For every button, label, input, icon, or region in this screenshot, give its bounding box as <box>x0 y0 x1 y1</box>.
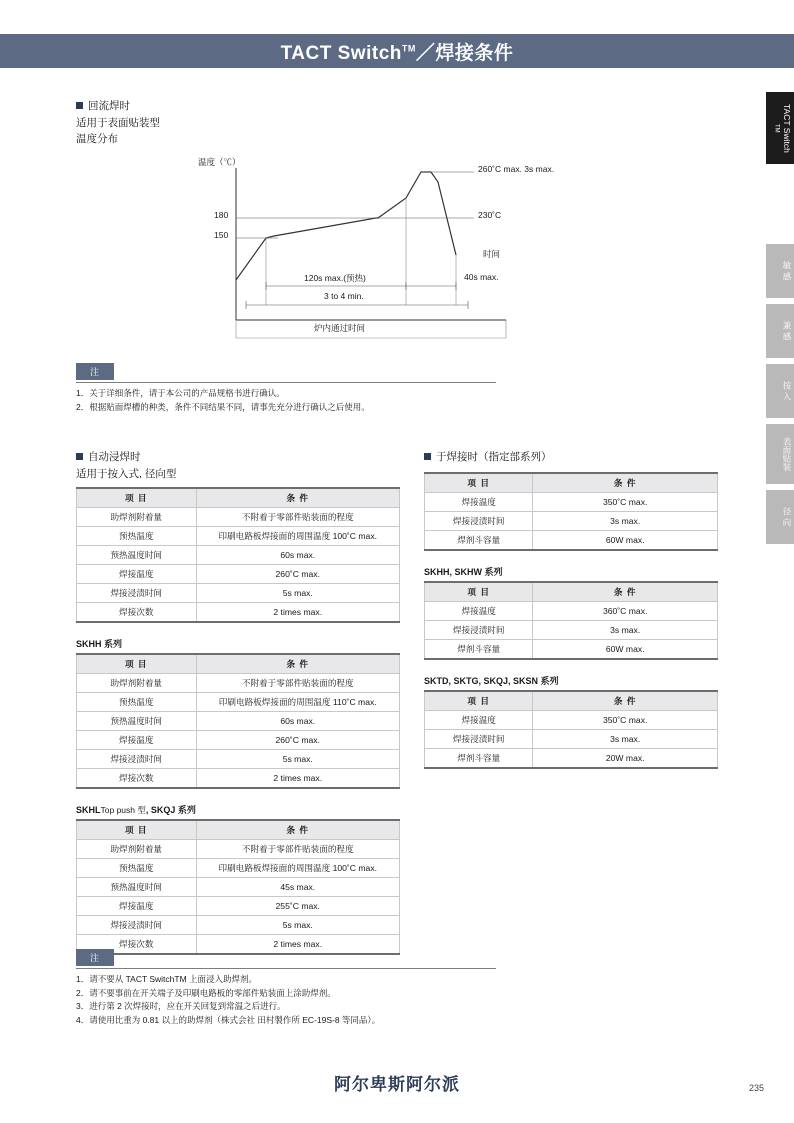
note-item: 2．根据贴面焊槽的种类，条件不同结果不同，请事先充分进行确认之后使用。 <box>76 401 370 412</box>
dip-heading-text: 自动浸焊时 <box>88 451 141 463</box>
table-header-cell: 条 件 <box>196 820 400 840</box>
table-row <box>425 749 718 769</box>
table-header-cell: 条 件 <box>533 582 718 602</box>
side-tab-label: 径 向 <box>782 507 792 527</box>
reflow-line2: 温度分布 <box>76 132 118 145</box>
table-title-part2: Top push 型 <box>100 804 146 815</box>
page-title <box>281 38 514 65</box>
chart-annotation-oven: 炉内通过时间 <box>314 322 366 333</box>
chart-ylabel: 温度（℃） <box>198 156 241 167</box>
table-cell: 255˚C max. <box>196 896 400 915</box>
table-cell: 焊接温度 <box>425 602 533 621</box>
table-cell: 预热温度 <box>77 858 197 877</box>
table-cell: 焊接温度 <box>77 896 197 915</box>
table-cell: 350˚C max. <box>533 493 718 512</box>
table-title-sktd-spot: SKTD, SKTG, SKQJ, SKSN 系列 <box>424 676 559 686</box>
table-cell: 不附着于零部件贴装面的程度 <box>196 673 400 692</box>
bullet-square-icon <box>76 453 83 460</box>
side-tab-label: 兼 感 <box>782 321 792 341</box>
table-cell: 260˚C max. <box>196 564 400 583</box>
page-title-rest: ／焊接条件 <box>415 42 514 64</box>
reflow-heading-text: 回流焊时 <box>88 100 130 112</box>
table-cell: 焊接温度 <box>77 564 197 583</box>
table-row <box>77 692 400 711</box>
table-cell: 焊接浸渍时间 <box>425 730 533 749</box>
table-cell: 2 times max. <box>196 934 400 954</box>
table-cell: 印刷电路板焊接面的周围温度 110˚C max. <box>196 692 400 711</box>
note-tag: 注 <box>76 363 114 380</box>
table-cell: 45s max. <box>196 877 400 896</box>
table-cell: 不附着于零部件贴装面的程度 <box>196 839 400 858</box>
table-title-part3: , SKQJ 系列 <box>145 804 196 815</box>
table-dip-skhh <box>76 653 400 789</box>
side-tab-jian-gan[interactable] <box>766 304 794 358</box>
note-item: 2．请不要事前在开关端子及印刷电路板的零部件贴装面上涂助焊剂。 <box>76 987 336 998</box>
table-row <box>77 526 400 545</box>
table-row <box>77 673 400 692</box>
table-title-skhh-dip: SKHH 系列 <box>76 638 123 649</box>
table-cell: 焊接浸渍时间 <box>77 915 197 934</box>
table-row <box>77 858 400 877</box>
reflow-section <box>76 98 716 355</box>
table-cell: 焊接次数 <box>77 934 197 954</box>
side-tab-an-ru[interactable] <box>766 364 794 418</box>
bullet-square-icon <box>76 102 83 109</box>
side-tab-label: 敏 感 <box>782 261 792 281</box>
chart-annotation-preheat: 120s max.(预热) <box>304 272 366 283</box>
note-divider <box>76 382 496 383</box>
table-cell: 焊剂斗容量 <box>425 749 533 769</box>
side-tab-label: 按 入 <box>782 381 792 401</box>
side-tab-label: 表面贴装 <box>782 437 792 471</box>
table-cell: 5s max. <box>196 915 400 934</box>
table-header-cell: 项 目 <box>77 488 197 508</box>
table-header-cell: 条 件 <box>196 654 400 674</box>
table-cell: 不附着于零部件贴装面的程度 <box>196 507 400 526</box>
note-divider <box>76 968 496 969</box>
note-bottom <box>76 948 496 1027</box>
table-header-cell: 项 目 <box>425 691 533 711</box>
dip-subtitle: 适用于按入式, 径向型 <box>76 468 177 480</box>
table-cell: 3s max. <box>533 621 718 640</box>
note-top <box>76 362 496 414</box>
table-spot-skhh <box>424 581 718 660</box>
table-row <box>77 564 400 583</box>
side-tab-sup: TM <box>773 123 780 133</box>
reflow-line1: 适用于表面贴装型 <box>76 117 160 129</box>
table-cell: 350˚C max. <box>533 711 718 730</box>
dip-heading <box>76 449 400 464</box>
page-title-main: TACT Switch <box>280 42 402 64</box>
table-header-cell: 项 目 <box>425 473 533 493</box>
table-row <box>77 915 400 934</box>
table-row <box>425 711 718 730</box>
table-header-cell: 条 件 <box>533 473 718 493</box>
note-item: 1．请不要从 TACT SwitchTM 上面浸入助焊剂。 <box>76 974 258 984</box>
table-cell: 焊接温度 <box>425 493 533 512</box>
table-row <box>425 493 718 512</box>
table-cell: 印刷电路板焊接面的周围温度 100˚C max. <box>196 526 400 545</box>
table-title-skhl-dip <box>76 803 400 816</box>
spot-heading <box>424 449 718 464</box>
table-cell: 20W max. <box>533 749 718 769</box>
table-cell: 焊接浸渍时间 <box>425 512 533 531</box>
reflow-heading <box>76 98 716 113</box>
side-tab-radial[interactable] <box>766 490 794 544</box>
chart-annotation-total: 3 to 4 min. <box>324 290 364 301</box>
table-cell: 助焊剂附着量 <box>77 507 197 526</box>
note-item: 1．关于详细条件，请于本公司的产品规格书进行确认。 <box>76 388 285 398</box>
side-tab-min-gan[interactable] <box>766 244 794 298</box>
page-title-sup: TM <box>401 43 416 54</box>
table-row <box>77 749 400 768</box>
table-cell: 2 times max. <box>196 768 400 788</box>
side-tab-tact-switch[interactable] <box>766 92 794 164</box>
table-row <box>425 640 718 660</box>
table-cell: 焊接次数 <box>77 768 197 788</box>
chart-xlabel: 时间 <box>483 248 501 259</box>
table-cell: 60W max. <box>533 640 718 660</box>
spot-heading-text: 于焊接时（指定部系列） <box>436 451 552 463</box>
table-row <box>425 730 718 749</box>
side-tab-label: TACT Switch <box>782 103 792 153</box>
chart-svg <box>206 160 636 355</box>
table-header-cell: 项 目 <box>425 582 533 602</box>
bullet-square-icon <box>424 453 431 460</box>
table-row <box>77 545 400 564</box>
table-cell: 焊接浸渍时间 <box>77 583 197 602</box>
table-cell: 焊剂斗容量 <box>425 640 533 660</box>
chart-ytick-150: 150 <box>214 229 229 240</box>
table-header-cell: 项 目 <box>77 820 197 840</box>
table-cell: 焊剂斗容量 <box>425 531 533 551</box>
chart-annotation-peak: 260˚C max. 3s max. <box>478 163 555 174</box>
table-cell: 焊接温度 <box>425 711 533 730</box>
table-row <box>425 621 718 640</box>
table-row <box>77 839 400 858</box>
table-row <box>77 768 400 788</box>
footer-brand: 阿尔卑斯阿尔派 <box>334 1075 460 1094</box>
table-row <box>77 730 400 749</box>
note-tag: 注 <box>76 949 114 966</box>
table-header-cell: 项 目 <box>77 654 197 674</box>
table-cell: 印刷电路板焊接面的周围温度 100˚C max. <box>196 858 400 877</box>
table-row <box>425 531 718 551</box>
page-number: 235 <box>748 1083 764 1093</box>
table-cell: 助焊剂附着量 <box>77 839 197 858</box>
table-cell: 5s max. <box>196 749 400 768</box>
table-cell: 60s max. <box>196 711 400 730</box>
temperature-profile-chart <box>198 156 636 355</box>
note-item: 4．请使用比重为 0.81 以上的助焊剂（株式会社 田村製作所 EC-19S-8 等同品）。 <box>76 1014 381 1025</box>
table-row <box>77 896 400 915</box>
table-cell: 焊接浸渍时间 <box>77 749 197 768</box>
table-title-part1: SKHL <box>76 804 101 815</box>
page-header <box>0 34 794 68</box>
table-cell: 60s max. <box>196 545 400 564</box>
table-cell: 60W max. <box>533 531 718 551</box>
table-row <box>77 507 400 526</box>
chart-annotation-reflow: 40s max. <box>464 271 499 282</box>
table-cell: 3s max. <box>533 730 718 749</box>
table-cell: 焊接浸渍时间 <box>425 621 533 640</box>
table-cell: 预热温度 <box>77 526 197 545</box>
table-header-cell: 条 件 <box>196 488 400 508</box>
table-cell: 2 times max. <box>196 602 400 622</box>
side-tab-smd[interactable] <box>766 424 794 484</box>
table-cell: 5s max. <box>196 583 400 602</box>
table-cell: 360˚C max. <box>533 602 718 621</box>
table-cell: 预热温度时间 <box>77 545 197 564</box>
spot-soldering-section <box>424 449 718 769</box>
table-cell: 260˚C max. <box>196 730 400 749</box>
side-tab-rail <box>766 92 794 550</box>
table-cell: 预热温度时间 <box>77 877 197 896</box>
table-dip-skhl <box>76 819 400 955</box>
table-cell: 预热温度时间 <box>77 711 197 730</box>
table-row <box>77 711 400 730</box>
note-item: 3．进行第 2 次焊接时，应在开关回复到常温之后进行。 <box>76 1001 286 1012</box>
table-spot-main <box>424 472 718 551</box>
table-spot-sktd <box>424 690 718 769</box>
table-row <box>77 602 400 622</box>
table-header-cell: 条 件 <box>533 691 718 711</box>
table-cell: 3s max. <box>533 512 718 531</box>
table-row <box>77 877 400 896</box>
table-cell: 预热温度 <box>77 692 197 711</box>
table-cell: 焊接温度 <box>77 730 197 749</box>
table-row <box>425 512 718 531</box>
chart-ytick-180: 180 <box>214 209 229 220</box>
dip-soldering-section <box>76 449 400 955</box>
table-cell: 焊接次数 <box>77 602 197 622</box>
chart-annotation-230: 230˚C <box>478 209 502 220</box>
table-dip-main <box>76 487 400 623</box>
table-row <box>425 602 718 621</box>
table-cell: 助焊剂附着量 <box>77 673 197 692</box>
table-title-skhh-spot: SKHH, SKHW 系列 <box>424 567 503 577</box>
table-row <box>77 583 400 602</box>
